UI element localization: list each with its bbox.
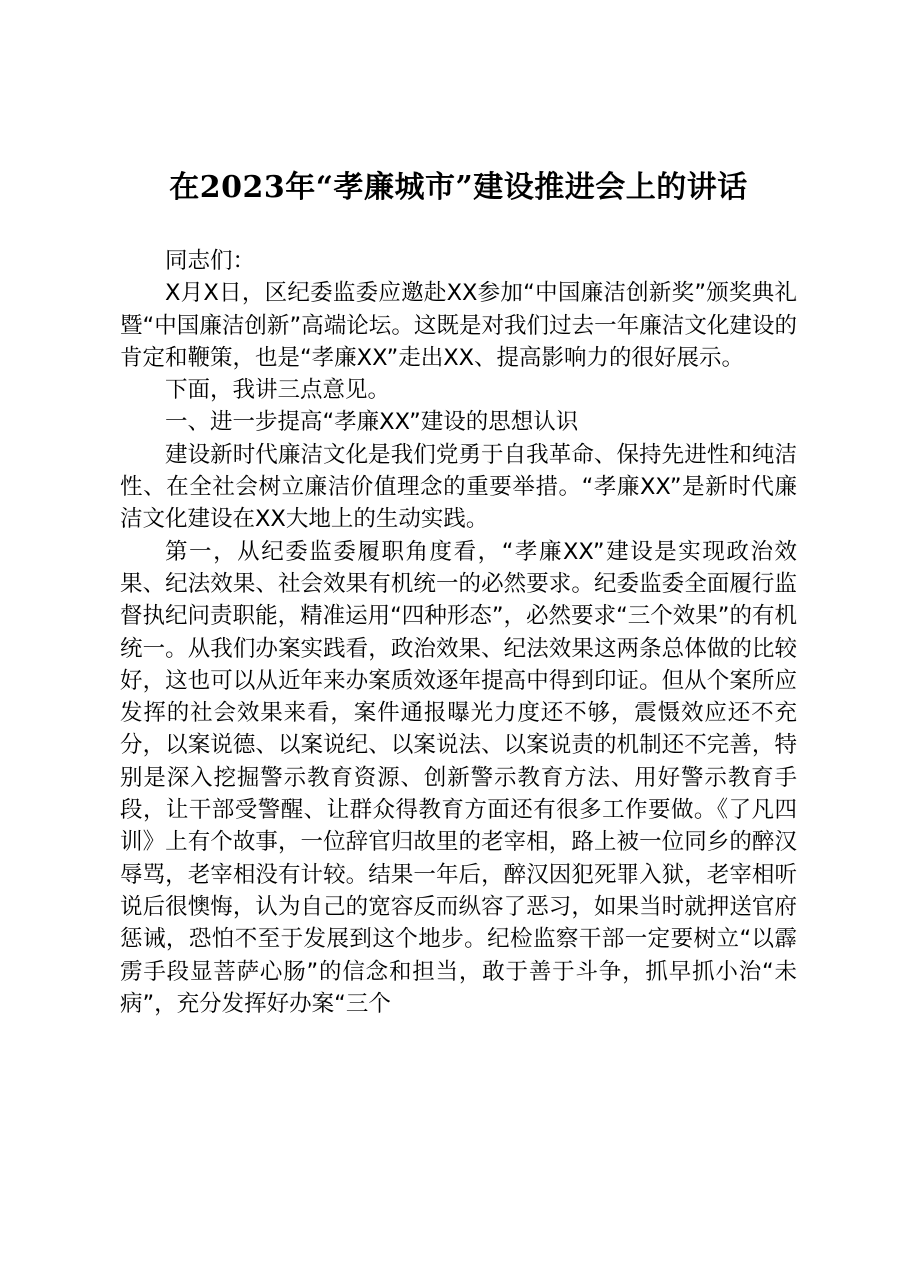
salutation: 同志们：: [165, 248, 256, 274]
paragraph-outline: 下面，我讲三点意见。: [165, 377, 391, 404]
document-title: 在2023年“孝廉城市”建设推进会上的讲话: [169, 170, 748, 205]
paragraph-section-1: 建设新时代廉洁文化是我们党勇于自我革命、保持先进性和纯洁性、在全社会树立廉洁价值理念的重要举措。“孝廉XX”是新时代廉洁文化建设在XX大地上的生动实践。: [120, 441, 797, 533]
paragraph-point-1: 第一，从纪委监委履职角度看，“孝廉XX”建设是实现政治效果、纪法效果、社会效果有机统一的必然要求。纪委监委全面履行监督执纪问责职能，精准运用“四种形态”，必然要求“三个效果”的有机统一。从我们办案实践看，政治效果、纪法效果这两条总体做的比较好，这也可以从近年来办案质效逐年提高中得到印证。但从个案所应发挥的社会效果来看，案件通报曝光力度还不够，震慑效应还不充分，以案说德、以案说纪、以案说法、以案说责的机制还不完善，特别是深入挖掘警示教育资源、创新警示教育方法、用好警示教育手段，让干部受警醒、让群众得教育方面还有很多工作要做。《了凡四训》上有个故事，一位辞官归故里的老宰相，路上被一位同乡的醉汉辱骂，老宰相没有计较。结果一年后，醉汉因犯死罪入狱，老宰相听说后很懊悔，认为自己的宽容反而纵容了恶习，如果当时就押送官府惩诫，恐怕不至于发展到这个地步。纪检监察干部一定要树立“以霹雳手段显菩萨心肠”的信念和担当，敢于善于斗争，抓早抓小治“未病”，充分发挥好办案“三个: [120, 538, 797, 1017]
section-heading-1: 一、进一步提高“孝廉XX”建设的思想认识: [165, 409, 579, 436]
document-body: [120, 245, 797, 1020]
paragraph-intro: X月X日，区纪委监委应邀赴XX参加“中国廉洁创新奖”颁奖典礼暨“中国廉洁创新”高端论坛。这既是对我们过去一年廉洁文化建设的肯定和鞭策，也是“孝廉XX”走出XX、提高影响力的很好展示。: [120, 280, 797, 371]
